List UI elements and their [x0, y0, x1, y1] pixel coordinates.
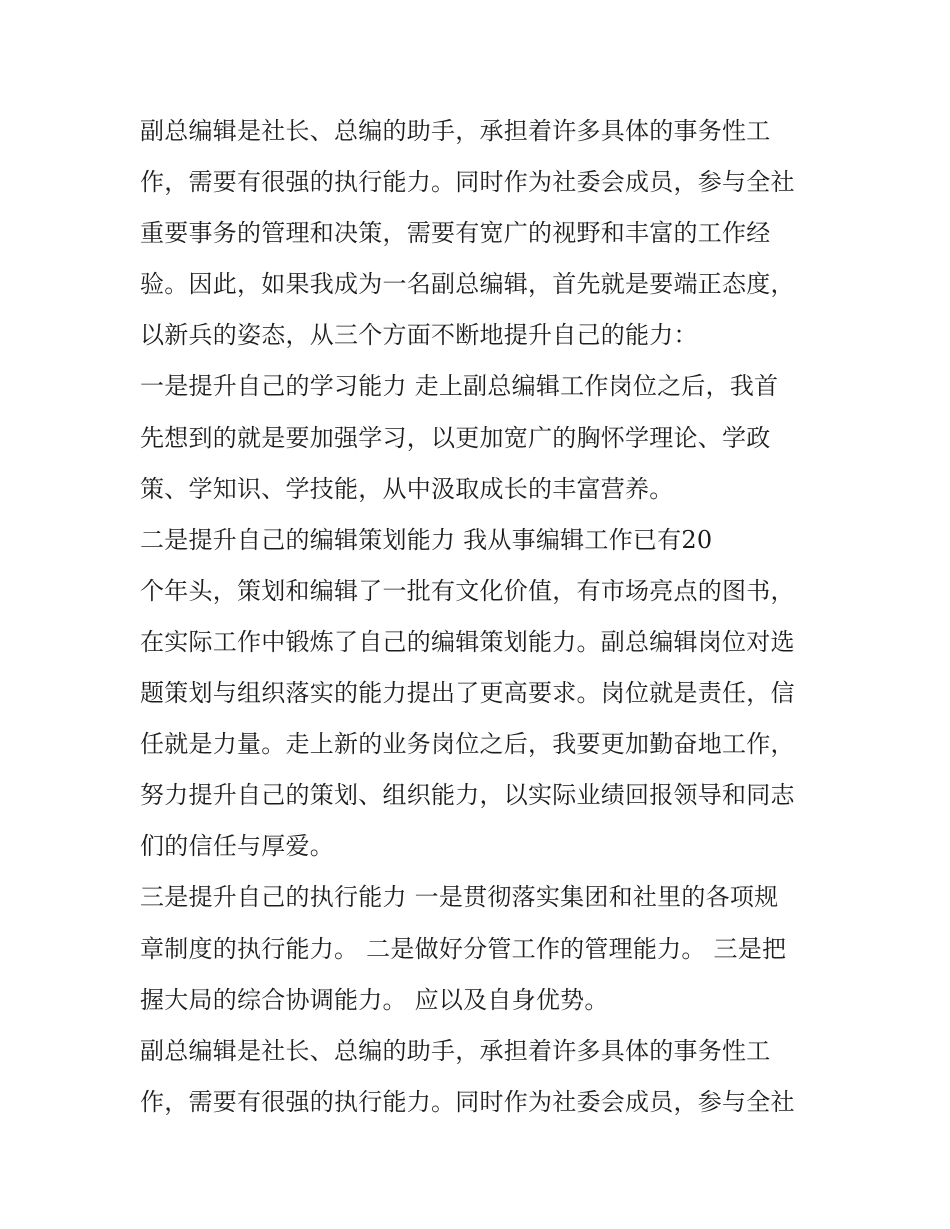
- text-line: 副总编辑是社长、总编的助手，承担着许多具体的事务性工: [140, 117, 771, 145]
- text-line: 一是提升自己的学习能力 走上副总编辑工作岗位之后，我首: [140, 372, 779, 401]
- text-line: 验。因此，如果我成为一名副总编辑，首先就是要端正态度，: [140, 270, 795, 299]
- text-line: 个年头，策划和编辑了一批有文化价值，有市场亮点的图书，: [140, 576, 795, 605]
- text-line: 三是提升自己的执行能力 一是贯彻落实集团和社里的各项规: [140, 883, 779, 912]
- text-line: 重要事务的管理和决策，需要有宽广的视野和丰富的工作经: [140, 219, 771, 248]
- text-line: 二是提升自己的编辑策划能力 我从事编辑工作已有20: [140, 525, 713, 554]
- text-line: 题策划与组织落实的能力提出了更高要求。岗位就是责任，信: [140, 679, 795, 708]
- text-line: 作，需要有很强的执行能力。同时作为社委会成员，参与全社: [140, 168, 795, 197]
- text-line: 作，需要有很强的执行能力。同时作为社委会成员，参与全社: [140, 1087, 795, 1116]
- text-line: 以新兵的姿态，从三个方面不断地提升自己的能力：: [140, 321, 698, 350]
- text-line: 章制度的执行能力。 二是做好分管工作的管理能力。 三是把: [140, 934, 787, 963]
- document-body: [140, 108, 820, 1130]
- text-line: 先想到的就是要加强学习，以更加宽广的胸怀学理论、学政: [140, 423, 771, 452]
- text-line: 们的信任与厚爱。: [140, 832, 334, 861]
- text-line: 努力提升自己的策划、组织能力，以实际业绩回报领导和同志: [140, 781, 795, 810]
- text-line: 握大局的综合协调能力。 应以及自身优势。: [140, 985, 609, 1014]
- text-line: 在实际工作中锻炼了自己的编辑策划能力。副总编辑岗位对选: [140, 627, 795, 656]
- text-line: 副总编辑是社长、总编的助手，承担着许多具体的事务性工: [140, 1036, 771, 1065]
- text-line: 策、学知识、学技能，从中汲取成长的丰富营养。: [140, 474, 674, 503]
- text-line: 任就是力量。走上新的业务岗位之后，我要更加勤奋地工作，: [140, 730, 795, 759]
